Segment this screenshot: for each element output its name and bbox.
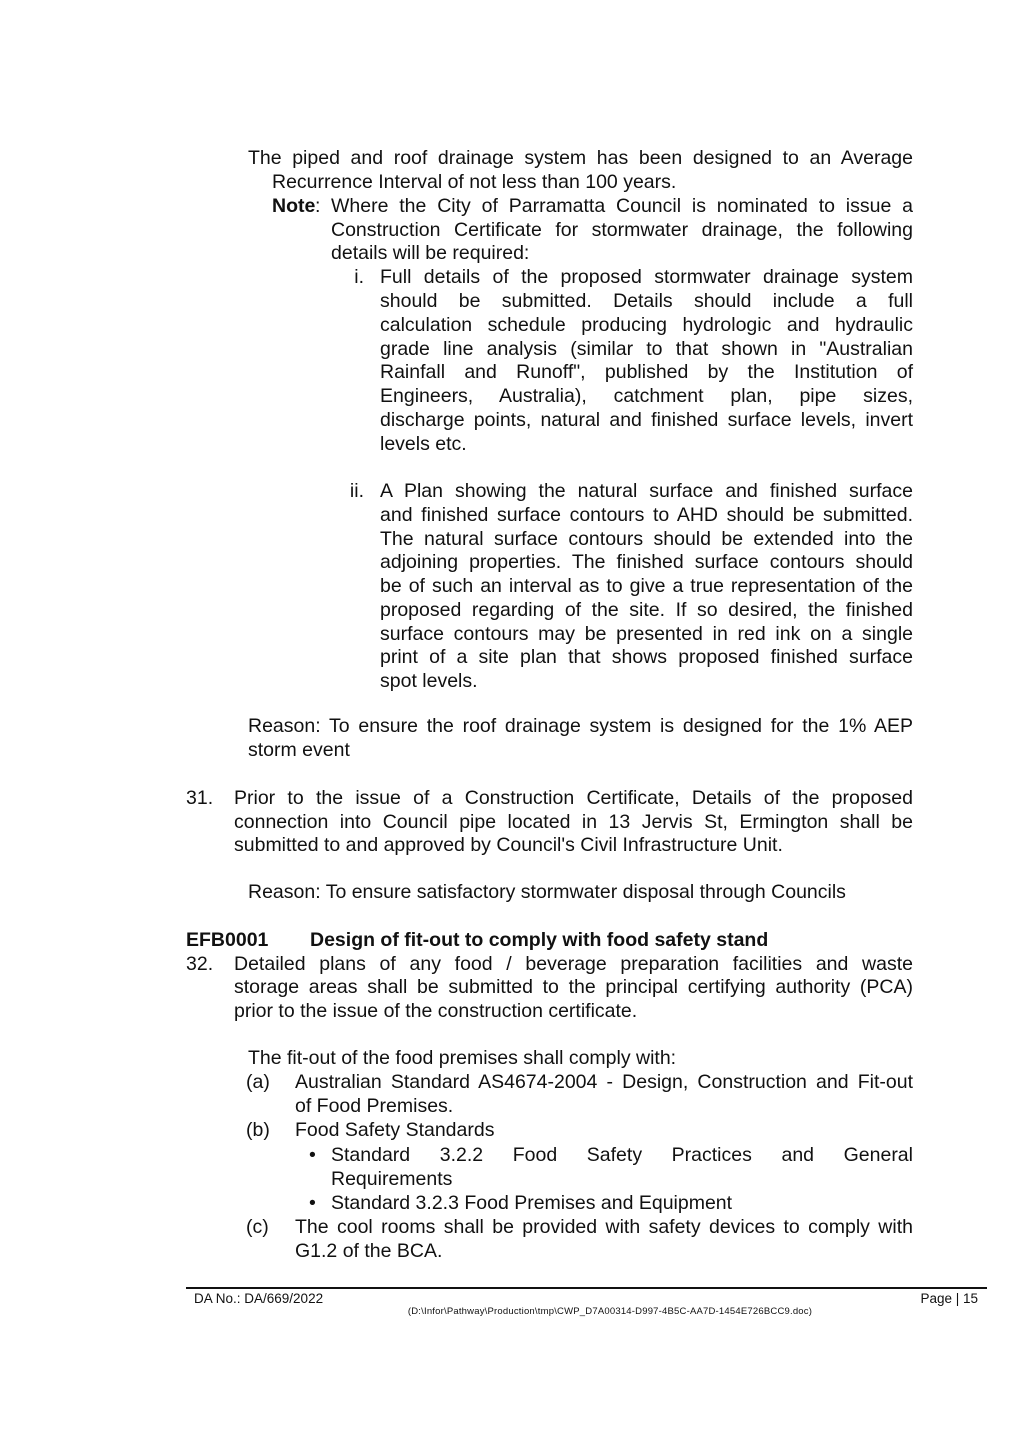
roman-label-i: i. [354,266,364,288]
roman-i-line-7: discharge points, natural and finished surface levels, invert [380,409,913,431]
item-a-line-2: of Food Premises. [295,1095,454,1117]
bullet-icon: • [309,1192,316,1214]
roman-ii-line-1: A Plan showing the natural surface and finished surface [380,480,913,502]
section-title: Design of fit-out to comply with food safety stand [310,929,769,951]
reason-30-line-2: storm event [248,739,350,761]
note-label: Note [272,195,316,217]
intro-line-1: The piped and roof drainage system has been designed to an Average [248,147,913,169]
roman-ii-line-4: adjoining properties. The finished surface contours should [380,551,913,573]
footer-da-number: DA No.: DA/669/2022 [194,1291,324,1306]
roman-i-line-6: Engineers, Australia), catchment plan, pipe sizes, [380,385,913,407]
label-c: (c) [246,1216,269,1238]
roman-i-line-8: levels etc. [380,433,467,455]
item-31-number: 31. [186,787,214,809]
item-32-number: 32. [186,953,214,975]
bullet-1-line-2: Requirements [331,1168,453,1190]
note-line-3: details will be required: [331,242,530,264]
footer-page-number: Page | 15 [920,1291,978,1306]
item-32-line-1: Detailed plans of any food / beverage preparation facilities and waste [234,953,913,975]
roman-i-line-2: should be submitted. Details should include a full [380,290,913,312]
note-colon: : [315,195,321,217]
roman-ii-line-8: print of a site plan that shows proposed finished surface [380,646,913,668]
section-code: EFB0001 [186,929,269,951]
footer-file-path: (D:\Infor\Pathway\Production\tmp\CWP_D7A00314-D997-4B5C-AA7D-1454E726BCC9.doc) [407,1306,813,1317]
item-31-reason: Reason: To ensure satisfactory stormwater disposal through Councils [248,881,846,903]
bullet-1-line-1: Standard 3.2.2 Food Safety Practices and General [331,1144,913,1166]
item-31-line-2: connection into Council pipe located in 13 Jervis St, Ermington shall be [234,811,913,833]
bullet-icon: • [309,1144,316,1166]
label-a: (a) [246,1071,270,1093]
intro-line-2: Recurrence Interval of not less than 100 years. [272,171,677,193]
roman-i-line-4: grade line analysis (similar to that shown in "Australian [380,338,913,360]
item-c-line-1: The cool rooms shall be provided with safety devices to comply with [295,1216,913,1238]
roman-ii-line-3: The natural surface contours should be extended into the [380,528,913,550]
roman-ii-line-5: be of such an interval as to give a true representation of the [380,575,913,597]
note-line-1: Where the City of Parramatta Council is nominated to issue a [331,195,913,217]
bullet-2-line-1: Standard 3.2.3 Food Premises and Equipment [331,1192,733,1214]
label-b: (b) [246,1119,270,1141]
roman-ii-line-6: proposed regarding of the site. If so desired, the finished [380,599,913,621]
roman-ii-line-9: spot levels. [380,670,478,692]
item-32-line-3: prior to the issue of the construction certificate. [234,1000,638,1022]
item-a-line-1: Australian Standard AS4674-2004 - Design, Construction and Fit-out [295,1071,913,1093]
note-line-2: Construction Certificate for stormwater drainage, the following [331,219,913,241]
item-31-line-1: Prior to the issue of a Construction Certificate, Details of the proposed [234,787,913,809]
roman-ii-line-2: and finished surface contours to AHD should be submitted. [380,504,913,526]
roman-label-ii: ii. [349,480,364,502]
footer-rule [186,1287,987,1289]
roman-i-line-1: Full details of the proposed stormwater drainage system [380,266,913,288]
roman-ii-line-7: surface contours may be presented in red ink on a single [380,623,913,645]
item-c-line-2: G1.2 of the BCA. [295,1240,443,1262]
roman-i-line-5: Rainfall and Runoff", published by the Institution of [380,361,913,383]
item-b-line-1: Food Safety Standards [295,1119,495,1141]
item-31-line-3: submitted to and approved by Council's Civil Infrastructure Unit. [234,834,783,856]
roman-i-line-3: calculation schedule producing hydrologic and hydraulic [380,314,913,336]
fitout-intro: The fit-out of the food premises shall comply with: [248,1047,677,1069]
item-32-line-2: storage areas shall be submitted to the principal certifying authority (PCA) [234,976,913,998]
reason-30-line-1: Reason: To ensure the roof drainage system is designed for the 1% AEP [248,715,913,737]
